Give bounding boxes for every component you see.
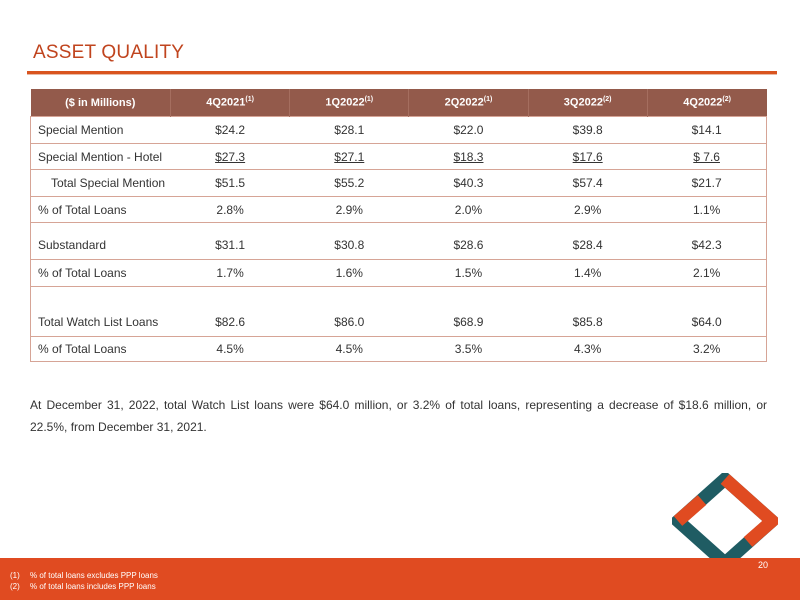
table-cell: $85.8 <box>528 287 647 337</box>
table-cell: $82.6 <box>171 287 290 337</box>
table-cell: 1.4% <box>528 260 647 287</box>
table-cell: $21.7 <box>647 170 766 197</box>
column-header-3q2022 <box>528 89 647 117</box>
table-cell: $31.1 <box>171 223 290 260</box>
asset-quality-table <box>30 89 767 362</box>
table-cell: 3.5% <box>409 337 528 362</box>
table-cell: 4.3% <box>528 337 647 362</box>
table-header-row <box>31 89 767 117</box>
table-cell: $51.5 <box>171 170 290 197</box>
table-cell: $30.8 <box>290 223 409 260</box>
table-cell <box>409 144 528 170</box>
table-cell: 3.2% <box>647 337 766 362</box>
table-cell: $28.6 <box>409 223 528 260</box>
table-cell: $28.1 <box>290 117 409 144</box>
table-cell <box>647 144 766 170</box>
table-cell: 2.0% <box>409 197 528 223</box>
column-header-2q2022 <box>409 89 528 117</box>
column-footnote-ref: (1) <box>364 96 374 104</box>
row-label: % of Total Loans <box>31 337 171 362</box>
table-cell: 4.5% <box>171 337 290 362</box>
table-row-special-mention-hotel <box>31 144 767 170</box>
table-cell: $57.4 <box>528 170 647 197</box>
table-cell <box>290 144 409 170</box>
footnote-marker: (1) <box>10 571 20 580</box>
table-row-total-special-mention <box>31 170 767 197</box>
column-header-4q2022 <box>647 89 766 117</box>
row-label: Substandard <box>31 223 171 260</box>
table-cell: $39.8 <box>528 117 647 144</box>
table-cell: $86.0 <box>290 287 409 337</box>
cell-value: $27.3 <box>215 149 246 164</box>
table-cell: 4.5% <box>290 337 409 362</box>
table-row-special-mention <box>31 117 767 144</box>
column-footnote-ref: (2) <box>722 96 731 104</box>
table-cell: $64.0 <box>647 287 766 337</box>
footnote-text: % of total loans excludes PPP loans <box>30 571 158 580</box>
column-footnote-ref: (1) <box>483 96 493 104</box>
column-header-label: 4Q2022 <box>683 96 723 109</box>
summary-paragraph: At December 31, 2022, total Watch List loans were $64.0 million, or 3.2% of total loans, representing a decrease of $18.6 million, or 22.5%, from December 31, 2021. <box>30 398 767 434</box>
row-label: Total Special Mention <box>31 170 171 197</box>
table-cell: 2.1% <box>647 260 766 287</box>
table-cell <box>171 144 290 170</box>
table-row-substandard <box>31 223 767 260</box>
header-units-label: ($ in Millions) <box>31 89 171 117</box>
column-header-4q2021 <box>171 89 290 117</box>
table-cell: $68.9 <box>409 287 528 337</box>
table-cell: $40.3 <box>409 170 528 197</box>
column-header-label: 2Q2022 <box>444 96 484 109</box>
footnotes <box>10 570 158 592</box>
table-cell: $42.3 <box>647 223 766 260</box>
table-cell: 2.9% <box>528 197 647 223</box>
page-number: 20 <box>757 560 768 570</box>
table-cell: $55.2 <box>290 170 409 197</box>
table-cell: 2.8% <box>171 197 290 223</box>
column-header-1q2022 <box>290 89 409 117</box>
table-cell: 1.7% <box>171 260 290 287</box>
table-cell: $28.4 <box>528 223 647 260</box>
row-label: Special Mention <box>31 117 171 144</box>
column-header-label: 3Q2022 <box>563 96 603 109</box>
cell-value: $17.6 <box>572 149 603 164</box>
page-title: ASSET QUALITY <box>33 42 185 63</box>
footnote-1 <box>10 570 158 581</box>
table-cell: 2.9% <box>290 197 409 223</box>
table-cell: $24.2 <box>171 117 290 144</box>
table-cell: $22.0 <box>409 117 528 144</box>
row-label: Special Mention - Hotel <box>31 144 171 170</box>
row-label: % of Total Loans <box>31 260 171 287</box>
row-label: Total Watch List Loans <box>31 287 171 337</box>
footnote-text: % of total loans includes PPP loans <box>30 582 156 591</box>
row-label: % of Total Loans <box>31 197 171 223</box>
table-row-pct-total-loans <box>31 337 767 362</box>
cell-value: $ 7.6 <box>693 149 720 164</box>
table-cell <box>528 144 647 170</box>
table-row-total-watch-list-loans <box>31 287 767 337</box>
table-row-pct-total-loans <box>31 197 767 223</box>
column-footnote-ref: (1) <box>245 96 254 104</box>
cell-value: $27.1 <box>334 149 365 164</box>
table-cell: 1.6% <box>290 260 409 287</box>
table-cell: $14.1 <box>647 117 766 144</box>
column-header-label: 1Q2022 <box>325 96 365 109</box>
footnote-marker: (2) <box>10 582 20 591</box>
cell-value: $18.3 <box>453 149 484 164</box>
table-cell: 1.5% <box>409 260 528 287</box>
column-footnote-ref: (2) <box>602 96 612 104</box>
column-header-label: 4Q2021 <box>206 96 246 109</box>
title-divider-shadow <box>27 74 777 75</box>
table-cell: 1.1% <box>647 197 766 223</box>
footnote-2 <box>10 581 158 592</box>
table-row-pct-total-loans <box>31 260 767 287</box>
